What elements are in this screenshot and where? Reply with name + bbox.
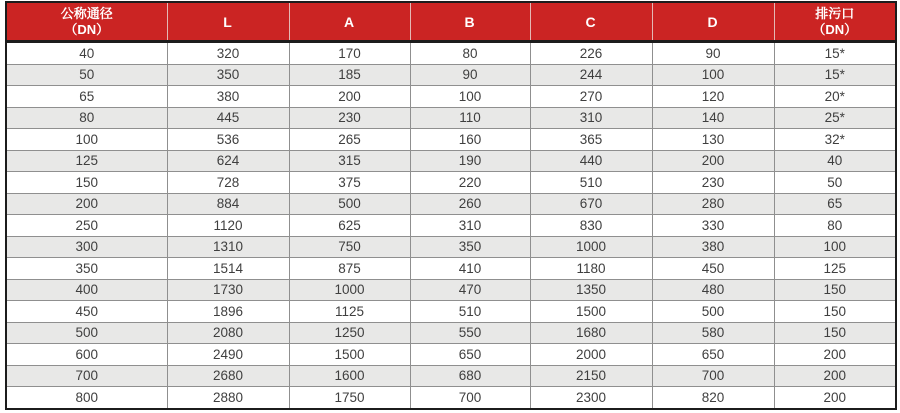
table-cell: 200 <box>774 365 896 387</box>
table-cell: 1000 <box>530 236 652 258</box>
table-cell: 2080 <box>167 322 289 344</box>
table-cell: 190 <box>410 150 530 172</box>
table-cell: 670 <box>530 193 652 215</box>
table-row <box>6 42 896 65</box>
table-cell: 1896 <box>167 301 289 323</box>
table-cell: 265 <box>289 129 410 151</box>
table-cell: 220 <box>410 172 530 194</box>
table-row <box>6 129 896 151</box>
table-cell: 150 <box>774 279 896 301</box>
table-cell: 160 <box>410 129 530 151</box>
table-cell: 624 <box>167 150 289 172</box>
table-cell: 25* <box>774 107 896 129</box>
table-cell: 230 <box>652 172 774 194</box>
table-cell: 226 <box>530 42 652 65</box>
table-cell: 15* <box>774 64 896 86</box>
table-cell: 820 <box>652 387 774 409</box>
table-cell: 500 <box>6 322 167 344</box>
table-cell: 365 <box>530 129 652 151</box>
table-cell: 1750 <box>289 387 410 409</box>
table-cell: 40 <box>6 42 167 65</box>
header-nominal-diameter <box>6 2 167 42</box>
table-cell: 200 <box>6 193 167 215</box>
table-cell: 2680 <box>167 365 289 387</box>
table-cell: 1600 <box>289 365 410 387</box>
table-cell: 150 <box>6 172 167 194</box>
table-cell: 130 <box>652 129 774 151</box>
table-cell: 350 <box>410 236 530 258</box>
table-row <box>6 215 896 237</box>
table-cell: 80 <box>6 107 167 129</box>
table-cell: 410 <box>410 258 530 280</box>
table-cell: 100 <box>774 236 896 258</box>
header-col-D: D <box>652 2 774 42</box>
table-cell: 680 <box>410 365 530 387</box>
table-cell: 110 <box>410 107 530 129</box>
table-cell: 65 <box>774 193 896 215</box>
header-drain-port-label: 排污口 <box>815 5 855 21</box>
table-cell: 500 <box>289 193 410 215</box>
table-cell: 1500 <box>289 344 410 366</box>
table-cell: 625 <box>289 215 410 237</box>
table-body <box>6 42 896 409</box>
table-cell: 270 <box>530 86 652 108</box>
table-cell: 50 <box>774 172 896 194</box>
table-cell: 310 <box>530 107 652 129</box>
table-cell: 450 <box>652 258 774 280</box>
table-cell: 875 <box>289 258 410 280</box>
table-cell: 650 <box>410 344 530 366</box>
table-cell: 700 <box>410 387 530 409</box>
header-col-A: A <box>289 2 410 42</box>
table-cell: 2000 <box>530 344 652 366</box>
table-cell: 330 <box>652 215 774 237</box>
table-cell: 20* <box>774 86 896 108</box>
table-cell: 1680 <box>530 322 652 344</box>
table-cell: 200 <box>774 387 896 409</box>
table-cell: 600 <box>6 344 167 366</box>
table-cell: 445 <box>167 107 289 129</box>
table-cell: 120 <box>652 86 774 108</box>
table-cell: 830 <box>530 215 652 237</box>
valve-dimensions-table <box>5 1 897 410</box>
table-cell: 315 <box>289 150 410 172</box>
table-cell: 700 <box>6 365 167 387</box>
table-cell: 280 <box>652 193 774 215</box>
table-row <box>6 86 896 108</box>
table-cell: 550 <box>410 322 530 344</box>
table-cell: 750 <box>289 236 410 258</box>
table-row <box>6 344 896 366</box>
table-cell: 380 <box>167 86 289 108</box>
table-cell: 400 <box>6 279 167 301</box>
table-cell: 90 <box>410 64 530 86</box>
header-drain-port <box>774 2 896 42</box>
table-cell: 650 <box>652 344 774 366</box>
table-cell: 200 <box>289 86 410 108</box>
table-cell: 200 <box>652 150 774 172</box>
table-cell: 150 <box>774 322 896 344</box>
table-cell: 2150 <box>530 365 652 387</box>
table-cell: 300 <box>6 236 167 258</box>
table-cell: 90 <box>652 42 774 65</box>
table-cell: 350 <box>167 64 289 86</box>
table-cell: 150 <box>774 301 896 323</box>
table-cell: 700 <box>652 365 774 387</box>
header-col-L: L <box>167 2 289 42</box>
table-cell: 100 <box>6 129 167 151</box>
table-cell: 450 <box>6 301 167 323</box>
header-nominal-diameter-unit: （DN） <box>64 21 110 37</box>
table-cell: 100 <box>652 64 774 86</box>
table-cell: 260 <box>410 193 530 215</box>
table-row <box>6 387 896 409</box>
header-nominal-diameter-label: 公称通径 <box>60 5 113 21</box>
table-cell: 40 <box>774 150 896 172</box>
table-cell: 80 <box>774 215 896 237</box>
table-cell: 1125 <box>289 301 410 323</box>
table-cell: 1730 <box>167 279 289 301</box>
table-row <box>6 301 896 323</box>
table-cell: 125 <box>774 258 896 280</box>
header-drain-port-unit: （DN） <box>812 21 858 37</box>
table-header-row <box>6 2 896 42</box>
table-row <box>6 322 896 344</box>
table-row <box>6 150 896 172</box>
dimension-table-page <box>0 1 900 413</box>
table-cell: 470 <box>410 279 530 301</box>
table-cell: 2300 <box>530 387 652 409</box>
table-cell: 65 <box>6 86 167 108</box>
table-cell: 1000 <box>289 279 410 301</box>
table-cell: 1514 <box>167 258 289 280</box>
table-cell: 375 <box>289 172 410 194</box>
table-cell: 350 <box>6 258 167 280</box>
header-col-C: C <box>530 2 652 42</box>
table-cell: 2880 <box>167 387 289 409</box>
table-cell: 1310 <box>167 236 289 258</box>
table-row <box>6 279 896 301</box>
table-cell: 1120 <box>167 215 289 237</box>
table-cell: 510 <box>410 301 530 323</box>
table-cell: 15* <box>774 42 896 65</box>
table-cell: 884 <box>167 193 289 215</box>
table-cell: 500 <box>652 301 774 323</box>
table-cell: 80 <box>410 42 530 65</box>
table-cell: 1250 <box>289 322 410 344</box>
table-cell: 440 <box>530 150 652 172</box>
table-cell: 170 <box>289 42 410 65</box>
table-cell: 1350 <box>530 279 652 301</box>
table-cell: 310 <box>410 215 530 237</box>
header-col-B: B <box>410 2 530 42</box>
table-cell: 480 <box>652 279 774 301</box>
table-cell: 510 <box>530 172 652 194</box>
table-cell: 250 <box>6 215 167 237</box>
table-cell: 185 <box>289 64 410 86</box>
table-row <box>6 236 896 258</box>
table-row <box>6 64 896 86</box>
table-cell: 1180 <box>530 258 652 280</box>
table-cell: 230 <box>289 107 410 129</box>
table-row <box>6 107 896 129</box>
table-cell: 320 <box>167 42 289 65</box>
table-row <box>6 365 896 387</box>
table-row <box>6 172 896 194</box>
table-cell: 2490 <box>167 344 289 366</box>
table-cell: 200 <box>774 344 896 366</box>
table-cell: 244 <box>530 64 652 86</box>
table-cell: 140 <box>652 107 774 129</box>
table-cell: 100 <box>410 86 530 108</box>
table-row <box>6 193 896 215</box>
table-cell: 50 <box>6 64 167 86</box>
table-cell: 125 <box>6 150 167 172</box>
table-cell: 728 <box>167 172 289 194</box>
table-cell: 380 <box>652 236 774 258</box>
table-cell: 800 <box>6 387 167 409</box>
table-cell: 580 <box>652 322 774 344</box>
table-row <box>6 258 896 280</box>
table-cell: 536 <box>167 129 289 151</box>
table-cell: 32* <box>774 129 896 151</box>
table-cell: 1500 <box>530 301 652 323</box>
